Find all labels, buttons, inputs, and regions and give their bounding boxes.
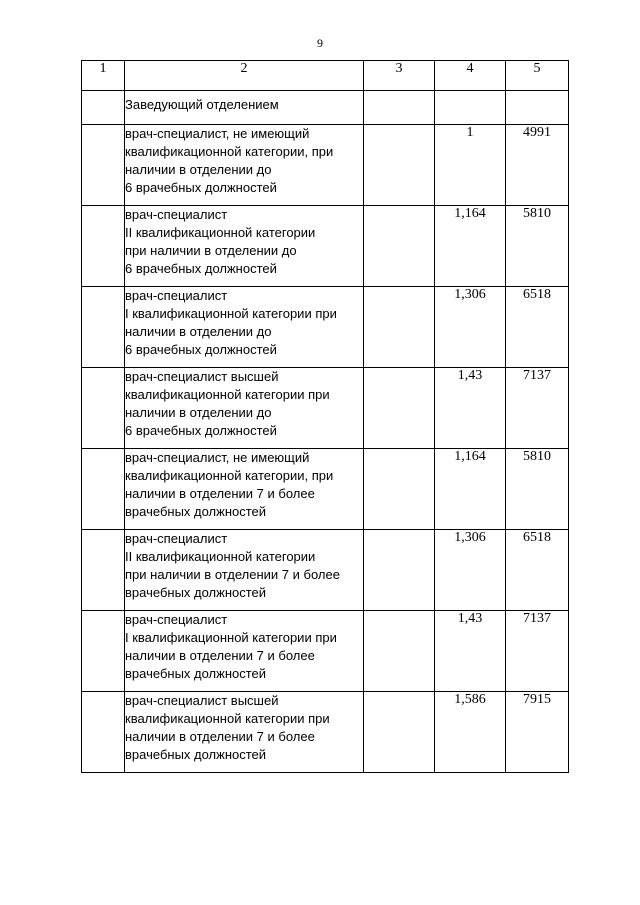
position-description: врач-специалист, не имеющий квалификационной категории, при наличии в отделении до 6 врачебных должностей: [125, 125, 364, 206]
column-3-cell: [364, 206, 435, 287]
coefficient-cell: 1,164: [435, 206, 506, 287]
salary-cell: 6518: [506, 530, 569, 611]
table-row: [82, 206, 569, 287]
table-row: [82, 692, 569, 773]
row-number-cell: [82, 692, 125, 773]
position-description: врач-специалист II квалификационной категории при наличии в отделении до 6 врачебных должностей: [125, 206, 364, 287]
row-number-cell: [82, 287, 125, 368]
salary-cell: 7915: [506, 692, 569, 773]
position-description: врач-специалист высшей квалификационной категории при наличии в отделении до 6 врачебных должностей: [125, 368, 364, 449]
column-3-cell: [364, 530, 435, 611]
section-cell-5: [506, 91, 569, 125]
header-col-1: 1: [82, 61, 125, 91]
section-cell-1: [82, 91, 125, 125]
row-number-cell: [82, 368, 125, 449]
table-row: [82, 611, 569, 692]
header-row: [82, 61, 569, 91]
section-cell-3: [364, 91, 435, 125]
coefficient-cell: 1,164: [435, 449, 506, 530]
coefficient-cell: 1,586: [435, 692, 506, 773]
table-body: [82, 91, 569, 773]
section-row: [82, 91, 569, 125]
salary-cell: 6518: [506, 287, 569, 368]
row-number-cell: [82, 125, 125, 206]
coefficient-cell: 1,43: [435, 368, 506, 449]
column-3-cell: [364, 287, 435, 368]
table-row: [82, 125, 569, 206]
column-3-cell: [364, 449, 435, 530]
header-col-5: 5: [506, 61, 569, 91]
column-3-cell: [364, 692, 435, 773]
table-row: [82, 449, 569, 530]
coefficient-cell: 1,306: [435, 287, 506, 368]
row-number-cell: [82, 611, 125, 692]
salary-cell: 7137: [506, 368, 569, 449]
position-description: врач-специалист, не имеющий квалификационной категории, при наличии в отделении 7 и более врачебных должностей: [125, 449, 364, 530]
coefficient-cell: 1,306: [435, 530, 506, 611]
position-description: врач-специалист высшей квалификационной категории при наличии в отделении 7 и более врачебных должностей: [125, 692, 364, 773]
position-description: врач-специалист I квалификационной категории при наличии в отделении 7 и более врачебных должностей: [125, 611, 364, 692]
section-title: Заведующий отделением: [125, 91, 364, 125]
column-3-cell: [364, 368, 435, 449]
salary-cell: 5810: [506, 206, 569, 287]
row-number-cell: [82, 449, 125, 530]
coefficient-cell: 1,43: [435, 611, 506, 692]
section-cell-4: [435, 91, 506, 125]
header-col-4: 4: [435, 61, 506, 91]
row-number-cell: [82, 530, 125, 611]
row-number-cell: [82, 206, 125, 287]
salary-cell: 7137: [506, 611, 569, 692]
salary-cell: 4991: [506, 125, 569, 206]
position-description: врач-специалист I квалификационной категории при наличии в отделении до 6 врачебных должностей: [125, 287, 364, 368]
table-row: [82, 287, 569, 368]
table-row: [82, 530, 569, 611]
table-row: [82, 368, 569, 449]
header-col-3: 3: [364, 61, 435, 91]
header-col-2: 2: [125, 61, 364, 91]
page-number: 9: [317, 36, 323, 50]
column-3-cell: [364, 611, 435, 692]
position-description: врач-специалист II квалификационной категории при наличии в отделении 7 и более врачебных должностей: [125, 530, 364, 611]
coefficient-cell: 1: [435, 125, 506, 206]
salary-cell: 5810: [506, 449, 569, 530]
salary-table: [81, 60, 569, 773]
column-3-cell: [364, 125, 435, 206]
table-header: [82, 61, 569, 91]
